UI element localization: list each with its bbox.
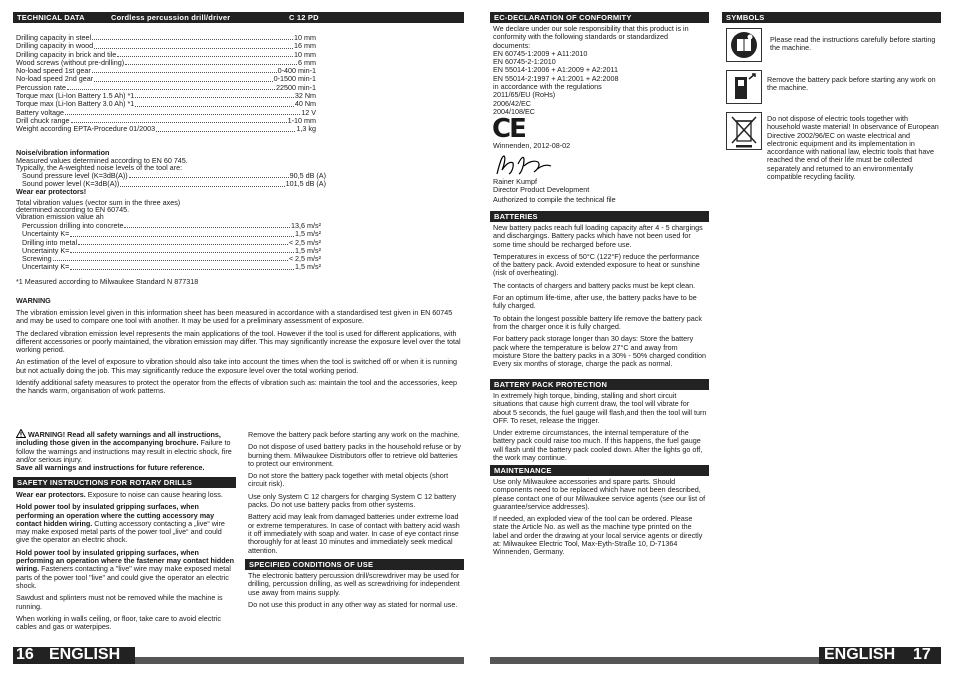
vibration-spec-row bbox=[22, 255, 321, 263]
tech-spec-row bbox=[16, 109, 316, 117]
safety-save-note: Save all warnings and instructions for future reference. bbox=[16, 463, 205, 473]
spec-label: Battery voltage bbox=[16, 108, 64, 117]
spec-label: No-load speed 1st gear bbox=[16, 67, 91, 76]
spec-label: Torque max (Li-Ion Battery 3.0 Ah) *1 bbox=[16, 100, 135, 109]
weee-bin-icon bbox=[726, 112, 762, 150]
batteries-para: The contacts of chargers and battery packs must be kept clean. bbox=[493, 280, 696, 290]
vibration-spec-row bbox=[22, 247, 321, 255]
dot-leader bbox=[70, 230, 294, 236]
spec-label: Uncertainty K= bbox=[22, 230, 70, 239]
rotary-bold: Hold power tool by insulated gripping surfaces, when performing an operation where the fastener may contact hidden wiring. bbox=[16, 547, 235, 574]
safety-warning-text bbox=[16, 429, 235, 464]
spec-value: < 2,5 m/s² bbox=[288, 255, 321, 264]
spec-value: 6 mm bbox=[298, 58, 316, 67]
tech-spec-row bbox=[16, 92, 316, 100]
rotary-para bbox=[16, 549, 236, 590]
ec-line: 2011/65/EU (RoHs) bbox=[493, 90, 556, 100]
dot-leader bbox=[94, 75, 273, 81]
noise-line-1: Measured values determined according to EN 60 745. bbox=[16, 156, 188, 165]
spec-value: 1,5 m/s² bbox=[295, 263, 321, 272]
dot-leader bbox=[156, 125, 295, 131]
spec-label: Drilling capacity in wood bbox=[16, 42, 94, 51]
rotary-drills-header: SAFETY INSTRUCTIONS FOR ROTARY DRILLS bbox=[13, 477, 236, 488]
spec-label: Weight according EPTA-Procedure 01/2003 bbox=[16, 125, 156, 134]
battery-safety-para: Remove the battery pack before starting any work on the machine. bbox=[248, 430, 460, 439]
dot-leader bbox=[135, 100, 294, 106]
batteries-para: New battery packs reach full loading capacity after 4 - 5 chargings and dischargings. Battery packs which have not been used for some time should be recharged before use. bbox=[493, 223, 703, 249]
rotary-instructions bbox=[16, 491, 236, 635]
tech-header-product: Cordless percussion drill/driver bbox=[111, 13, 231, 22]
dot-leader bbox=[125, 59, 297, 65]
spec-label: Drill chuck range bbox=[16, 116, 70, 125]
battery-safety-para: Battery acid may leak from damaged batteries under extreme load or extreme temperatures. In case of contact with battery acid wash it off immediately with soap and water. In case of eye contact rinse thoroughly for at least 10 minutes and immediately seek medical attention. bbox=[248, 512, 460, 555]
signer-role: Director Product Development bbox=[493, 185, 590, 194]
spec-label: Screwing bbox=[22, 255, 52, 264]
rotary-text: Cutting accessory contacting a „live“ wire may make exposed metal parts of the power tool „live“ and could give the operator an electric shock. bbox=[16, 518, 225, 545]
batteries-para: For battery pack storage longer than 30 days: Store the battery pack where the temperature is below 27°C and away from moisture Store the battery packs in a 30% - 50% charged condition Every six months of storage, charge the pack as normal. bbox=[493, 334, 706, 369]
spec-label: Drilling capacity in brick and tile bbox=[16, 50, 117, 59]
warning-para: The declared vibration emission level represents the main applications of the tool. However if the tool is used for different applications, with different accessories or poorly maintained, the vibration emission may differ. This may significantly increase the exposure level over the total working period. bbox=[16, 328, 461, 355]
symbols-header: SYMBOLS bbox=[722, 12, 941, 23]
batteries-para: For an optimum life-time, after use, the battery packs have to be fully charged. bbox=[493, 293, 697, 311]
vibration-line-1: Total vibration values (vector sum in the three axes) bbox=[16, 198, 181, 207]
rotary-bold: Wear ear protectors. bbox=[16, 490, 86, 499]
tech-spec-row bbox=[16, 67, 316, 75]
tech-spec-row bbox=[16, 34, 316, 42]
noise-title: Noise/vibration information bbox=[16, 148, 110, 157]
spec-value: 1,5 m/s² bbox=[295, 246, 321, 255]
battery-safety-para: Do not dispose of used battery packs in the household refuse or by burning them. Milwaukee Distributors offer to retrieve old batteries to protect our environment. bbox=[248, 442, 461, 468]
dot-leader bbox=[94, 42, 293, 48]
warning-text bbox=[16, 309, 462, 400]
vibration-line-3: Vibration emission value ah bbox=[16, 212, 104, 221]
warning-para: Identify additional safety measures to protect the operator from the effects of vibration such as: maintain the tool and the accessories, keep the hands warm, organisation of work patterns. bbox=[16, 378, 457, 396]
ec-line: EN 60745-2-1:2010 bbox=[493, 57, 556, 67]
ec-declaration-header: EC-DECLARATION OF CONFORMITY bbox=[490, 12, 709, 23]
noise-spec-row bbox=[22, 172, 326, 180]
dot-leader bbox=[53, 255, 288, 261]
spec-value: 13,6 m/s² bbox=[291, 222, 321, 230]
dot-leader bbox=[78, 239, 288, 245]
page-language-right: ENGLISH bbox=[824, 646, 896, 663]
vibration-spec-list bbox=[22, 222, 321, 272]
right-footer bbox=[490, 647, 941, 664]
spec-label: Sound pressure level (K=3dB(A)) bbox=[22, 172, 128, 180]
ec-place-date: Winnenden, 2012-08-02 bbox=[493, 141, 571, 150]
dot-leader bbox=[67, 84, 275, 90]
signer-name: Rainer Kumpf bbox=[493, 177, 537, 186]
safety-warning-bold: WARNING! Read all safety warnings and all instructions, including those given in the accompanying brochure. bbox=[16, 430, 221, 448]
spec-label: Drilling into metal bbox=[22, 238, 78, 247]
rotary-text: Exposure to noise can cause hearing loss. bbox=[85, 490, 223, 499]
remove-battery-icon bbox=[726, 70, 762, 104]
maintenance-para: If needed, an exploded view of the tool can be ordered. Please state the Article No. as well as the machine type printed on the label and order the drawing at your local service agents or directly at: Milwaukee Electric Tool, Max-Eyth-Straße 10, D-71364 Winnenden, Germany. bbox=[493, 514, 703, 557]
safety-warning-block bbox=[16, 429, 235, 472]
footer-bar bbox=[135, 657, 464, 664]
batteries-text bbox=[493, 224, 707, 372]
tech-spec-row bbox=[16, 59, 316, 67]
dot-leader bbox=[65, 109, 300, 115]
spec-value: 40 Nm bbox=[294, 100, 316, 109]
dot-leader bbox=[70, 247, 294, 253]
ec-intro: We declare under our sole responsibility that this product is in conformity with the following standards or standardized documents: bbox=[493, 24, 689, 50]
specified-para: The electronic battery percussion drill/screwdriver may be used for drilling, percussion drilling, as well as screwdriving for independent use away from mains supply. bbox=[248, 571, 460, 597]
dot-leader bbox=[117, 51, 293, 57]
batteries-para: Temperatures in excess of 50°C (122°F) reduce the performance of the battery pack. Avoid extended exposure to heat or sunshine (risk of overheating). bbox=[493, 251, 700, 278]
rotary-para: When working in walls ceiling, or floor, take care to avoid electric cables and gas or waterpipes. bbox=[16, 613, 221, 632]
dot-leader bbox=[135, 92, 294, 98]
ec-line: 2004/108/EC bbox=[493, 106, 535, 116]
specified-conditions-text bbox=[248, 572, 462, 613]
rotary-para bbox=[16, 503, 236, 544]
page-language-left: ENGLISH bbox=[49, 646, 121, 663]
spec-value: 22500 min-1 bbox=[276, 83, 316, 92]
dot-leader bbox=[129, 172, 289, 178]
symbol-weee-text: Do not dispose of electric tools together with household waste material! In observance of European Directive 2002/96/EC on waste electrical and electronic equipment and its implementation in accordance with national law, electric tools that have reached the end of their life must be collected separately and returned to an environmentally compatible recycling facility. bbox=[767, 114, 939, 182]
ec-line: EN 55014-2:1997 + A1:2001 + A2:2008 bbox=[493, 73, 619, 83]
spec-value: 32 Nm bbox=[294, 92, 316, 101]
spec-value: 101,5 dB (A) bbox=[285, 180, 326, 189]
vibration-spec-row bbox=[22, 263, 321, 271]
spec-value: 0-400 min-1 bbox=[277, 67, 316, 76]
warning-title: WARNING bbox=[16, 296, 51, 305]
spec-value: 1,3 kg bbox=[296, 125, 316, 134]
spec-value: 90,5 dB (A) bbox=[289, 172, 326, 180]
ear-protectors-note: Wear ear protectors! bbox=[16, 187, 87, 196]
rotary-text: Fasteners contacting a "live" wire may make exposed metal parts of the power tool "live" and could give the operator an electric shock. bbox=[16, 564, 231, 590]
spec-value: 1,5 m/s² bbox=[295, 230, 321, 239]
battery-safety-para: Do not store the battery pack together with metal objects (short circuit risk). bbox=[248, 471, 449, 489]
page-number-left: 16 bbox=[16, 646, 34, 663]
spec-value: 16 mm bbox=[294, 42, 316, 51]
warning-para: The vibration emission level given in this information sheet has been measured in accordance with a standardised test given in EN 60745 and may be used to compare one tool with another. It may be used for a preliminary assessment of exposure. bbox=[16, 308, 453, 326]
technical-data-header bbox=[13, 12, 464, 23]
spec-label: Percussion rate bbox=[16, 83, 66, 92]
tech-spec-row bbox=[16, 117, 316, 125]
footnote: *1 Measured according to Milwaukee Standard N 877318 bbox=[16, 277, 199, 286]
tech-header-title: TECHNICAL DATA bbox=[17, 13, 85, 22]
symbol-read-instructions-text: Please read the instructions carefully before starting the machine. bbox=[770, 35, 936, 53]
maintenance-para: Use only Milwaukee accessories and spare parts. Should components need to be replaced which have not been described, please contact one of our Milwaukee service agents (see our list of guarantee/service addresses). bbox=[493, 477, 706, 511]
maintenance-header: MAINTENANCE bbox=[490, 465, 709, 476]
specified-conditions-header: SPECIFIED CONDITIONS OF USE bbox=[245, 559, 464, 570]
ce-mark: CE bbox=[492, 114, 525, 144]
spec-value: 1-10 mm bbox=[287, 116, 316, 125]
warning-para: An estimation of the level of exposure to vibration should also take into account the times when the tool is switched off or when it is running but not actually doing the job. This may significantly reduce the exposure level over the total working period. bbox=[16, 357, 457, 375]
ec-line: EN 55014-1:2006 + A1:2009 + A2:2011 bbox=[493, 65, 618, 75]
battery-pack-protection-header: BATTERY PACK PROTECTION bbox=[490, 379, 709, 390]
specified-para: Do not use this product in any other way as stated for normal use. bbox=[248, 599, 458, 609]
dot-leader bbox=[71, 117, 287, 123]
vibration-spec-row bbox=[22, 230, 321, 238]
spec-label: Uncertainty K= bbox=[22, 246, 70, 255]
tech-spec-row bbox=[16, 42, 316, 50]
tech-spec-row bbox=[16, 75, 316, 83]
vibration-spec-row bbox=[22, 239, 321, 247]
dot-leader bbox=[124, 222, 290, 228]
signer-authorization: Authorized to compile the technical file bbox=[493, 195, 616, 204]
maintenance-text bbox=[493, 478, 707, 561]
rotary-bold: Hold power tool by insulated gripping surfaces, when performing an operation where the cutting accessory may contact hidden wiring. bbox=[16, 502, 215, 528]
tech-spec-row bbox=[16, 84, 316, 92]
vibration-spec-row bbox=[22, 222, 321, 230]
spec-label: Drilling capacity in steel bbox=[16, 34, 92, 42]
noise-line-2: Typically, the A-weighted noise levels of the tool are: bbox=[16, 163, 183, 172]
page-number-right: 17 bbox=[913, 646, 931, 663]
tech-header-model: C 12 PD bbox=[289, 13, 319, 22]
spec-value: < 2,5 m/s² bbox=[288, 238, 321, 247]
bpp-para: In extremely high torque, binding, stalling and short circuit situations that cause high current draw, the tool will vibrate for about 5 seconds, the fuel gauge will flash,and then the tool will turn OFF. To reset, release the trigger. bbox=[493, 391, 707, 425]
batteries-header: BATTERIES bbox=[490, 211, 709, 222]
spec-value: 10 mm bbox=[294, 34, 316, 42]
spec-value: 10 mm bbox=[294, 50, 316, 59]
dot-leader bbox=[92, 34, 293, 40]
signature-icon bbox=[494, 152, 554, 178]
spec-label: Sound power level (K=3dB(A)) bbox=[22, 180, 120, 189]
tech-spec-row bbox=[16, 125, 316, 133]
battery-safety-para: Use only System C 12 chargers for charging System C 12 battery packs. Do not use battery packs from other systems. bbox=[248, 491, 457, 510]
spec-label: Uncertainty K= bbox=[22, 263, 70, 272]
spec-value: 12 V bbox=[301, 108, 316, 117]
bpp-para: Under extreme circumstances, the internal temperature of the battery pack could raise too much. If this happens, the fuel gauge will flash until the battery pack cooled down. After the lights go off, the work may continue. bbox=[493, 428, 703, 463]
spec-label: No-load speed 2nd gear bbox=[16, 75, 94, 84]
dot-leader bbox=[120, 180, 284, 186]
battery-safety-text bbox=[248, 431, 462, 559]
read-instructions-icon bbox=[726, 28, 762, 62]
tech-spec-list bbox=[16, 34, 316, 134]
symbol-remove-battery-text: Remove the battery pack before starting any work on the machine. bbox=[767, 75, 936, 93]
battery-pack-protection-text bbox=[493, 392, 707, 466]
spec-label: Wood screws (without pre-drilling) bbox=[16, 58, 125, 67]
ec-line: 2006/42/EC bbox=[493, 98, 531, 108]
footer-bar bbox=[490, 657, 819, 664]
vibration-line-2: determined according to EN 60745. bbox=[16, 205, 130, 214]
safety-warning-rest: Failure to follow the warnings and instructions may result in electric shock, fire and/or serious injury. bbox=[16, 438, 232, 464]
batteries-para: To obtain the longest possible battery life remove the battery pack from the charger once it is fully charged. bbox=[493, 313, 702, 331]
rotary-para: Sawdust and splinters must not be removed while the machine is running. bbox=[16, 593, 223, 611]
dot-leader bbox=[92, 67, 277, 73]
tech-spec-row bbox=[16, 100, 316, 108]
spec-value: 0-1500 min-1 bbox=[273, 75, 316, 84]
warning-triangle-icon bbox=[16, 429, 26, 438]
spec-label: Percussion drilling into concrete bbox=[22, 222, 124, 230]
tech-spec-row bbox=[16, 51, 316, 59]
left-footer bbox=[13, 647, 464, 664]
rotary-para bbox=[16, 491, 236, 499]
ec-line: in accordance with the regulations bbox=[493, 82, 602, 92]
ec-line: EN 60745-1:2009 + A11:2010 bbox=[493, 48, 588, 58]
dot-leader bbox=[70, 263, 294, 269]
ec-declaration-text bbox=[493, 25, 707, 116]
spec-label: Torque max (Li-Ion Battery 1.5 Ah) *1 bbox=[16, 92, 135, 101]
